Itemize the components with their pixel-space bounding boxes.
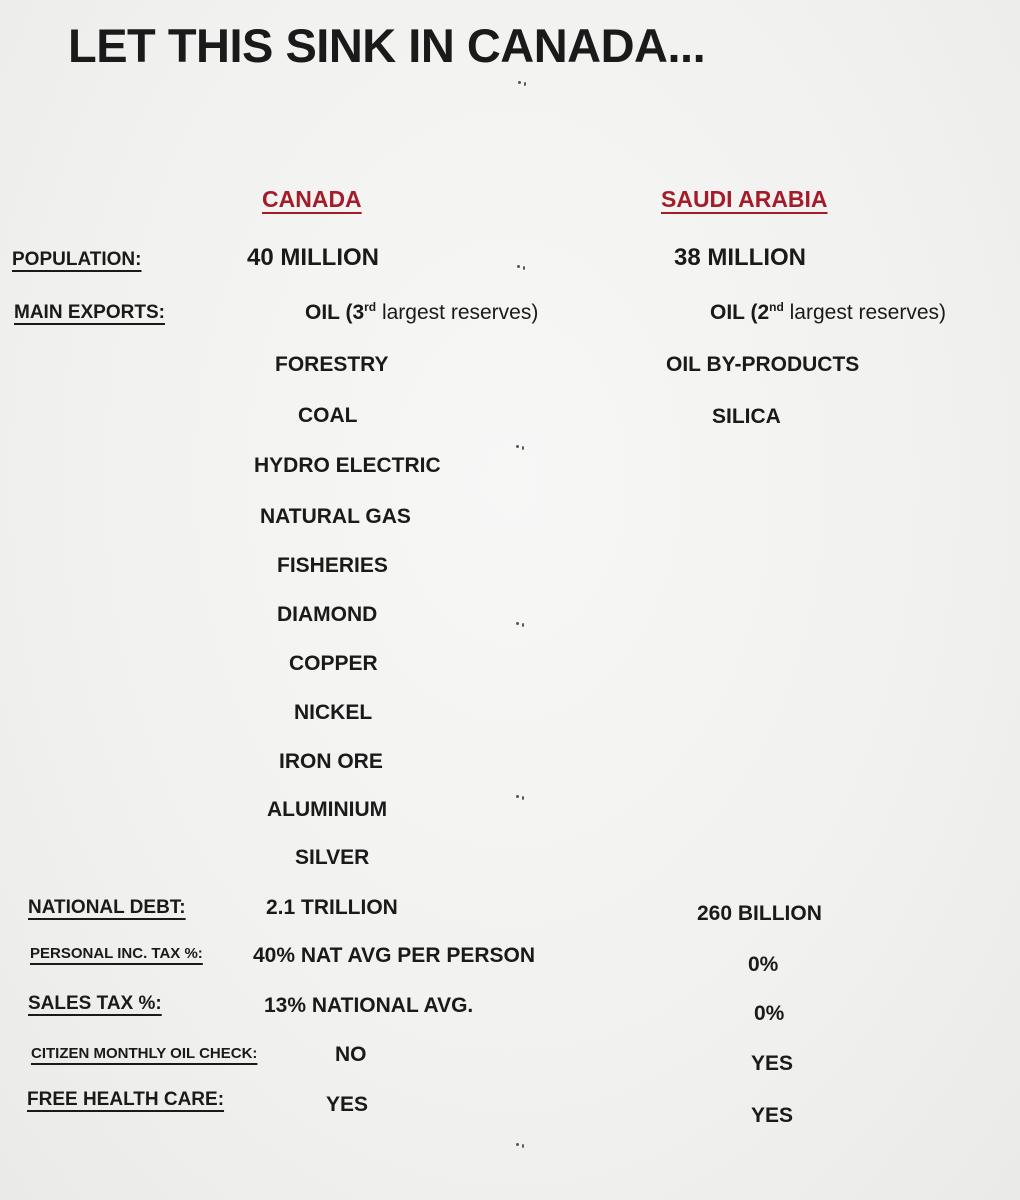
personal-income-tax-label: PERSONAL INC. TAX %: bbox=[30, 945, 203, 962]
column-header-canada: CANADA bbox=[262, 186, 362, 212]
sales-tax-label: SALES TAX %: bbox=[28, 993, 162, 1014]
saudi-export-item: OIL BY-PRODUCTS bbox=[666, 353, 860, 376]
paper-speck bbox=[516, 794, 526, 800]
canada-export-item: IRON ORE bbox=[279, 750, 383, 773]
canada-export-item: NICKEL bbox=[294, 701, 373, 724]
population-label: POPULATION: bbox=[12, 249, 142, 270]
national-debt-label: NATIONAL DEBT: bbox=[28, 897, 186, 918]
saudi-free-health-care: YES bbox=[751, 1104, 794, 1127]
saudi-export-oil-text: OIL (2 bbox=[710, 301, 770, 324]
canada-export-item: NATURAL GAS bbox=[260, 505, 411, 528]
canada-export-item: DIAMOND bbox=[277, 603, 378, 626]
canada-export-item: HYDRO ELECTRIC bbox=[254, 454, 441, 477]
saudi-population: 38 MILLION bbox=[674, 244, 807, 271]
canada-national-debt: 2.1 TRILLION bbox=[266, 896, 398, 919]
canada-export-oil bbox=[305, 302, 538, 323]
canada-personal-income-tax: 40% NAT AVG PER PERSON bbox=[253, 944, 536, 967]
canada-export-item: COAL bbox=[298, 404, 358, 427]
canada-sales-tax: 13% NATIONAL AVG. bbox=[264, 994, 474, 1017]
saudi-citizen-oil-check: YES bbox=[751, 1052, 794, 1075]
paper-speck bbox=[517, 264, 527, 270]
canada-export-item: SILVER bbox=[295, 846, 370, 869]
canada-export-oil-text: OIL (3 bbox=[305, 301, 365, 324]
saudi-export-oil bbox=[710, 302, 946, 323]
canada-export-oil-sup: rd bbox=[364, 300, 377, 314]
saudi-sales-tax: 0% bbox=[754, 1002, 785, 1025]
canada-export-item: FISHERIES bbox=[277, 554, 388, 577]
canada-population: 40 MILLION bbox=[247, 244, 380, 271]
canada-export-item: COPPER bbox=[289, 652, 378, 675]
canada-citizen-oil-check: NO bbox=[335, 1043, 367, 1066]
column-header-saudi-arabia: SAUDI ARABIA bbox=[661, 186, 828, 212]
saudi-export-item: SILICA bbox=[712, 405, 781, 428]
citizen-oil-check-label: CITIZEN MONTHLY OIL CHECK: bbox=[31, 1045, 258, 1062]
canada-export-oil-note: largest reserves) bbox=[376, 301, 539, 324]
canada-free-health-care: YES bbox=[326, 1093, 369, 1116]
paper-speck bbox=[516, 621, 526, 627]
paper-speck bbox=[516, 444, 526, 450]
saudi-export-oil-sup: nd bbox=[769, 300, 784, 314]
saudi-national-debt: 260 BILLION bbox=[697, 902, 822, 925]
paper-speck bbox=[516, 1142, 526, 1148]
saudi-export-oil-note: largest reserves) bbox=[783, 301, 947, 324]
page-title: LET THIS SINK IN CANADA... bbox=[68, 19, 706, 72]
saudi-personal-income-tax: 0% bbox=[748, 953, 779, 976]
paper-speck bbox=[518, 80, 528, 86]
canada-export-item: FORESTRY bbox=[275, 353, 389, 376]
canada-export-item: ALUMINIUM bbox=[267, 798, 388, 821]
free-health-care-label: FREE HEALTH CARE: bbox=[27, 1089, 225, 1110]
main-exports-label: MAIN EXPORTS: bbox=[14, 302, 165, 323]
